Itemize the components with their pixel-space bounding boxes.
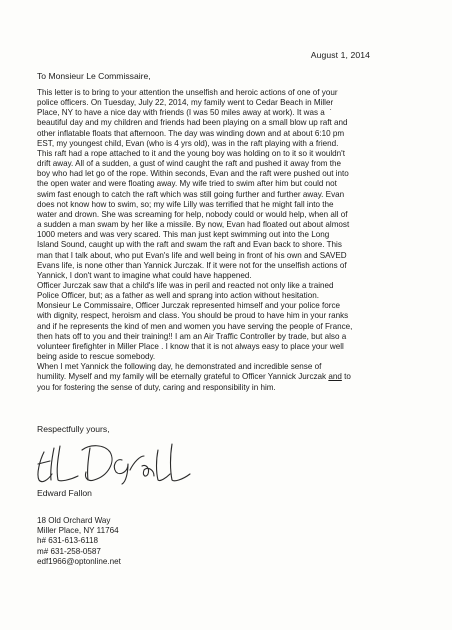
body-line: beautiful day and my children and friends had been playing on a small blow up raft and	[37, 118, 348, 128]
scan-speck	[330, 109, 331, 110]
body-line: This raft had a rope attached to it and the young boy was holding on to it so it wouldn't	[37, 148, 345, 158]
body-line: Place, NY to have a nice day with friends (I was 50 miles away at work). It was a	[37, 108, 325, 118]
body-line: being aside to rescue somebody.	[37, 352, 156, 362]
body-line: and if he represents the kind of men and women you have serving the people of France,	[37, 321, 353, 331]
address-line: Miller Place, NY 11764	[37, 526, 119, 536]
body-line: boy who had let go of the rope. Within seconds, Evan and the raft were pushed out into	[37, 169, 349, 179]
body-line: then hats off to you and their training!! I am an Air Traffic Controller by trade, but also a	[37, 331, 347, 341]
body-line: other inflatable floats that afternoon. The day was winding down and at about 6:10 pm	[37, 128, 345, 138]
body-line: man that I talk about, who put Evan's life and well being in front of his own and SAVED	[37, 250, 347, 260]
body-line: Yannick, I don't want to imagine what could have happened.	[37, 270, 252, 280]
body-line: water and drown. She was screaming for help, nobody could or would help, when all of	[37, 209, 348, 219]
address-line: 18 Old Orchard Way	[37, 516, 111, 525]
body-line: Officer Jurczak saw that a child's life was in peril and reacted not only like a trained	[37, 280, 334, 290]
phone-mobile: m# 631-258-0587	[37, 546, 101, 556]
body-line-text: humility. Myself and my family will be eternally grateful to Officer Yannick Jurczak	[37, 372, 329, 382]
body-line: Monsieur Le Commissaire, Officer Jurczak represented himself and your police force	[37, 301, 341, 311]
letter-body	[37, 88, 422, 393]
body-line: with dignity, respect, heroism and class. You should be proud to have him in your ranks	[37, 311, 349, 321]
body-line: you for fostering the sense of duty, caring and responsibility in him.	[37, 382, 276, 392]
body-line	[37, 372, 422, 382]
body-line: This letter is to bring to your attention the unselfish and heroic actions of one of your	[37, 88, 338, 97]
body-line: 1000 meters and was very scared. This man just kept swimming out into the Long	[37, 230, 330, 240]
body-line: drift away. All of a sudden, a gust of wind caught the raft and pushed it away from the	[37, 159, 341, 169]
body-line: Police Officer, but; as a father as well and sprang into action without hesitation.	[37, 291, 319, 301]
signer-name: Edward Fallon	[37, 488, 92, 498]
body-line: Evans life, is none other than Yannick Jurczak. If it were not for the unselfish actions of	[37, 260, 347, 270]
letter-date: August 1, 2014	[310, 50, 370, 60]
body-line: a sudden a man swam by her like a missile. By now, Evan had floated out about almost	[37, 220, 350, 230]
phone-home: h# 631-613-6118	[37, 536, 99, 546]
body-line: the open water and were floating away. My wife tried to swim after him but could not	[37, 179, 337, 189]
body-line: police officers. On Tuesday, July 22, 2014, my family went to Cedar Beach in Miller	[37, 98, 334, 108]
sender-address	[37, 516, 121, 567]
body-line: When I met Yannick the following day, he demonstrated and incredible sense of	[37, 362, 322, 372]
body-line: EST, my youngest child, Evan (who is 4 yrs old), was in the raft playing with a friend.	[37, 138, 339, 148]
body-line: does not know how to swim, so; my wife Lilly was terrified that he might fall into the	[37, 199, 334, 209]
closing: Respectfully yours,	[37, 424, 110, 434]
handwritten-signature	[30, 430, 200, 486]
email-address: edf1966@optonline.net	[37, 556, 121, 566]
underlined-word: and	[328, 372, 342, 382]
salutation: To Monsieur Le Commissaire,	[37, 71, 151, 81]
body-line: swim fast enough to catch the raft which was still going further and further away. Evan	[37, 189, 345, 199]
body-line-tail: to	[341, 372, 351, 382]
body-line: volunteer firefighter in Miller Place . I know that it is not always easy to place your well	[37, 341, 344, 351]
body-line: Island Sound, caught up with the raft and swam the raft and Evan back to shore. This	[37, 240, 342, 250]
